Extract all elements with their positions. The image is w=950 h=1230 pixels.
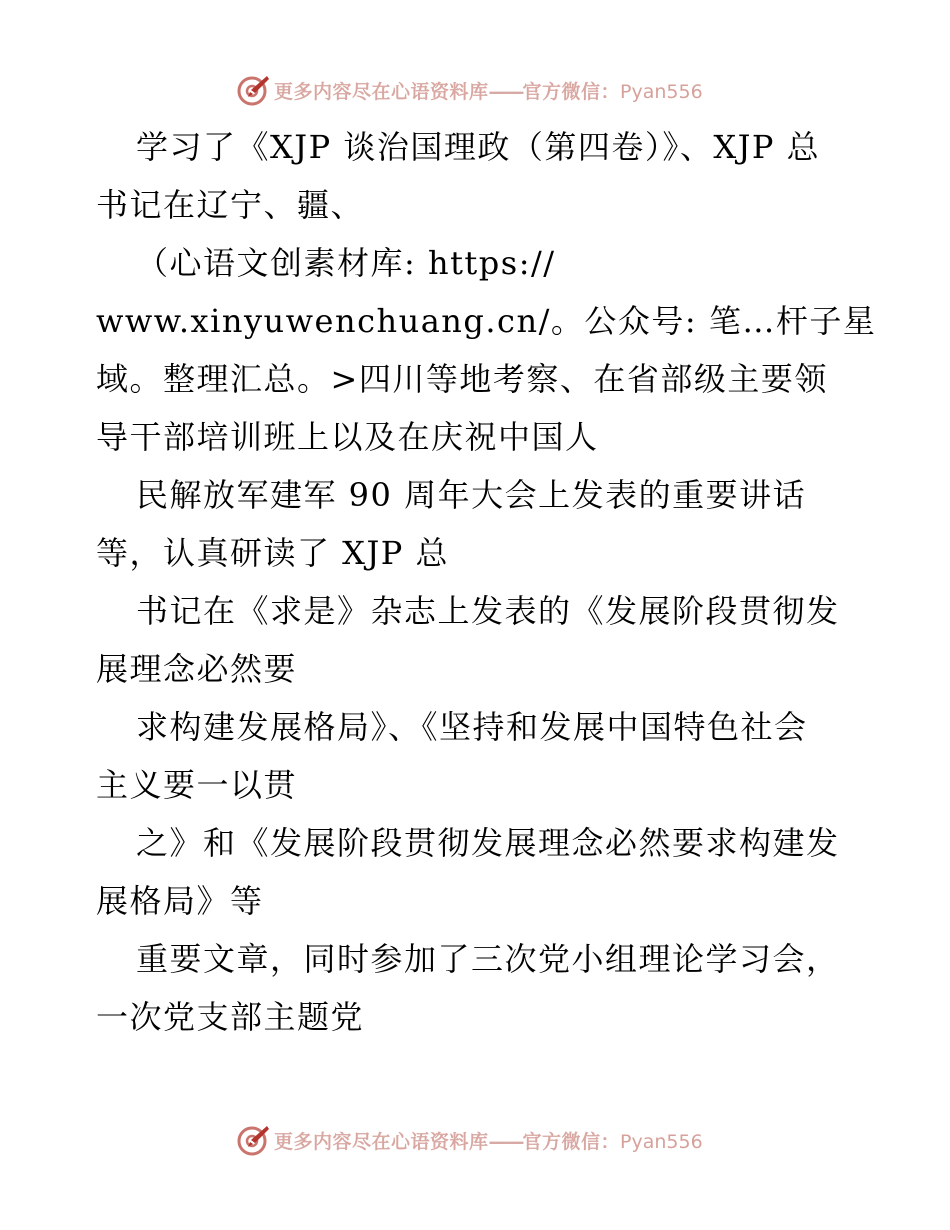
- text-line: 求构建发展格局》、《坚持和发展中国特色社会: [136, 708, 808, 746]
- text-line: 展格局》等: [96, 882, 264, 920]
- text-line: www.xinyuwenchuang.cn/。公众号: 笔…杆子星: [96, 302, 877, 340]
- watermark-wechat-id: Pyan556: [620, 80, 703, 103]
- text-line: 书记在辽宁、疆、: [96, 186, 365, 224]
- text-line: 之》和《发展阶段贯彻发展理念必然要求构建发: [136, 824, 840, 862]
- watermark-title: 更多内容尽在心语资料库: [274, 80, 489, 103]
- watermark-dash: ——: [488, 1130, 523, 1153]
- header-watermark: [236, 72, 703, 108]
- watermark-wechat-label: 官方微信：: [522, 80, 621, 103]
- pen-logo-icon: [236, 73, 270, 107]
- text-line: 重要文章，同时参加了三次党小组理论学习会，: [136, 940, 840, 978]
- text-line: 民解放军建军 90 周年大会上发表的重要讲话: [136, 476, 807, 514]
- watermark-wechat-id: Pyan556: [620, 1130, 703, 1153]
- text-line: 书记在《求是》杂志上发表的《发展阶段贯彻发: [136, 592, 840, 630]
- watermark-wechat-label: 官方微信：: [522, 1130, 621, 1153]
- text-line: 导干部培训班上以及在庆祝中国人: [96, 418, 599, 456]
- text-line: 等，认真研读了 XJP 总: [96, 534, 449, 572]
- footer-watermark: [236, 1122, 703, 1158]
- text-line: 主义要一以贯: [96, 766, 298, 804]
- pen-logo-icon: [236, 1123, 270, 1157]
- watermark-text: [274, 1127, 703, 1154]
- text-line: 学习了《XJP 谈治国理政（第四卷）》、XJP 总: [136, 128, 821, 166]
- watermark-title: 更多内容尽在心语资料库: [274, 1130, 489, 1153]
- text-line: 域。整理汇总。>四川等地考察、在省部级主要领: [96, 360, 828, 398]
- text-line: 展理念必然要: [96, 650, 298, 688]
- watermark-text: [274, 77, 703, 104]
- watermark-dash: ——: [488, 80, 523, 103]
- text-line: 一次党支部主题党: [96, 998, 365, 1036]
- text-line: （心语文创素材库: https://: [136, 244, 556, 282]
